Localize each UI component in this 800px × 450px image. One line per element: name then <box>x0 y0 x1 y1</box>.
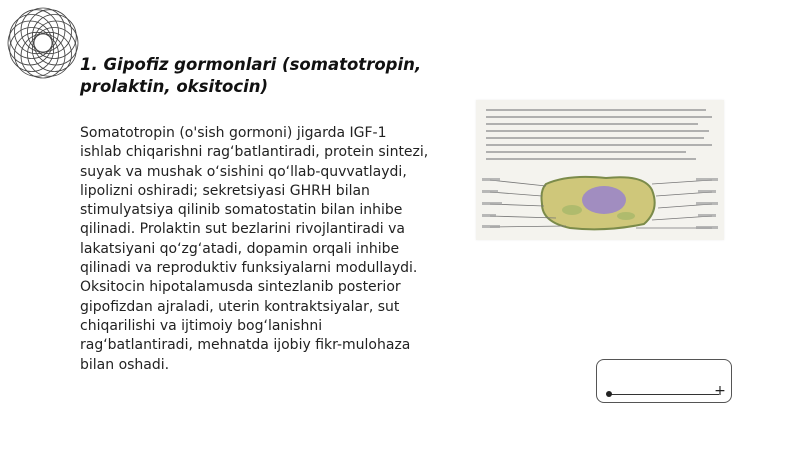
slide-body-text: Somatotropin (o'sish gormoni) jigarda IGF-1 ishlab chiqarishni rag‘batlantiradi, protein sintezi, suyak va mushak o‘sishini qo‘llab-quvvatlaydi, lipolizni oshiradi; sekretsiyasi GHRH bilan stimulyatsiya qilinib somatostatin bilan inhibe qilinadi. Prolaktin sut bezlarini rivojlantiradi va lakatsiyani qo‘zg‘atadi, dopamin orqali inhibe qilinadi va reproduktiv funksiyalarni modullaydi. Oksitocin hipotalamusda sintezlanib posterior gipofizdan ajraladi, uterin kontraktsiyalar, sut chiqarilishi va ijtimoiy bog‘lanishni rag‘batlantiradi, mehnatda ijobiy fikr-mulohaza bilan oshadi. <box>80 125 429 373</box>
cell-diagram-image <box>476 100 724 240</box>
progress-track[interactable] <box>609 394 719 395</box>
slider-knob-icon[interactable] <box>606 391 612 397</box>
plus-icon[interactable]: + <box>714 383 726 399</box>
cell-shape <box>542 177 655 229</box>
slide-title: 1. Gipofiz gormonlari (somatotropin, prolaktin, oksitocin) <box>80 55 422 96</box>
spirograph-circle-logo <box>4 4 82 82</box>
audio-player-control[interactable] <box>596 359 732 403</box>
